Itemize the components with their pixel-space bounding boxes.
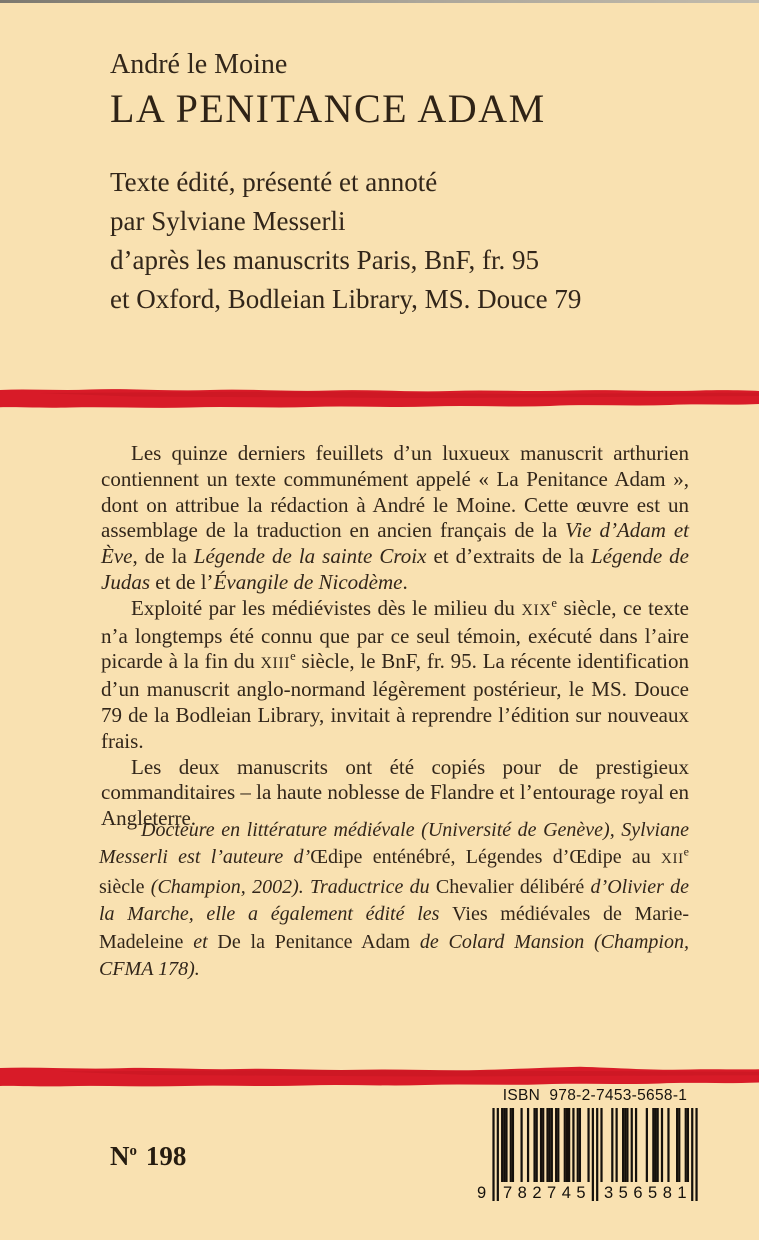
red-brush-stripe-bottom	[0, 1059, 759, 1089]
subtitle-line: par Sylviane Messerli	[110, 206, 346, 236]
author-name: André le Moine	[110, 49, 288, 80]
header-block	[110, 48, 710, 319]
subtitle-line: d’après les manuscrits Paris, BnF, fr. 95	[110, 245, 540, 275]
subtitle-block	[110, 163, 710, 319]
blurb-paragraph-2: Exploité par les médiévistes dès le milieu du XIXe siècle, ce texte n’a longtemps été connu que par ce seul témoin, exécuté dans l’aire picarde à la fin du XIIIe siècle, le BnF, fr. 95. La récente identification d’un manuscrit anglo-normand légèrement postérieur, le MS. Douce 79 de la Bodleian Library, invitait à reprendre l’édition sur nouveaux frais.	[101, 595, 689, 753]
back-blurb	[101, 441, 689, 832]
series-letter: N	[110, 1141, 130, 1171]
subtitle-line: Texte édité, présenté et annoté	[110, 167, 438, 197]
barcode-first-digit: 9	[477, 1184, 487, 1202]
barcode-left-group: 782745	[503, 1184, 592, 1202]
blurb-paragraph-3: Les deux manuscrits ont été copiés pour de prestigieux commanditaires – la haute noblesse de Flandre et l’entourage royal en Angleterre.	[101, 754, 689, 831]
red-brush-stripe-top	[0, 380, 759, 410]
series-value: 198	[145, 1141, 187, 1171]
barcode-right-group: 356581	[604, 1184, 693, 1202]
subtitle-line: et Oxford, Bodleian Library, MS. Douce 79	[110, 284, 582, 314]
author-bio-paragraph: Docteure en littérature médiévale (Université de Genève), Sylviane Messerli est l’auteure d’Œdipe enténébré, Légendes d’Œdipe au XIIe siècle (Champion, 2002). Traductrice du Chevalier délibéré d’Olivier de la Marche, elle a également édité les Vies médiévales de Marie-Madeleine et De la Penitance Adam de Colard Mansion (Champion, CFMA 178).	[99, 819, 689, 981]
isbn-block	[477, 1087, 698, 1208]
ean13-barcode	[477, 1108, 698, 1208]
author-bio	[99, 817, 689, 983]
scan-top-edge	[0, 0, 759, 3]
blurb-paragraph-1: Les quinze derniers feuillets d’un luxueux manuscrit arthurien contiennent un texte communément appelé « La Penitance Adam », dont on attribue la rédaction à André le Moine. Cette œuvre est un assemblage de la traduction en ancien français de la Vie d’Adam et Ève, de la Légende de la sainte Croix et d’extraits de la Légende de Judas et de l’Évangile de Nicodème.	[101, 441, 689, 594]
series-ordinal-sup: o	[129, 1143, 137, 1159]
isbn-label: ISBN 978-2-7453-5658-1	[502, 1087, 688, 1104]
book-title: LA PENITANCE ADAM	[110, 86, 546, 131]
series-number	[110, 1141, 186, 1172]
